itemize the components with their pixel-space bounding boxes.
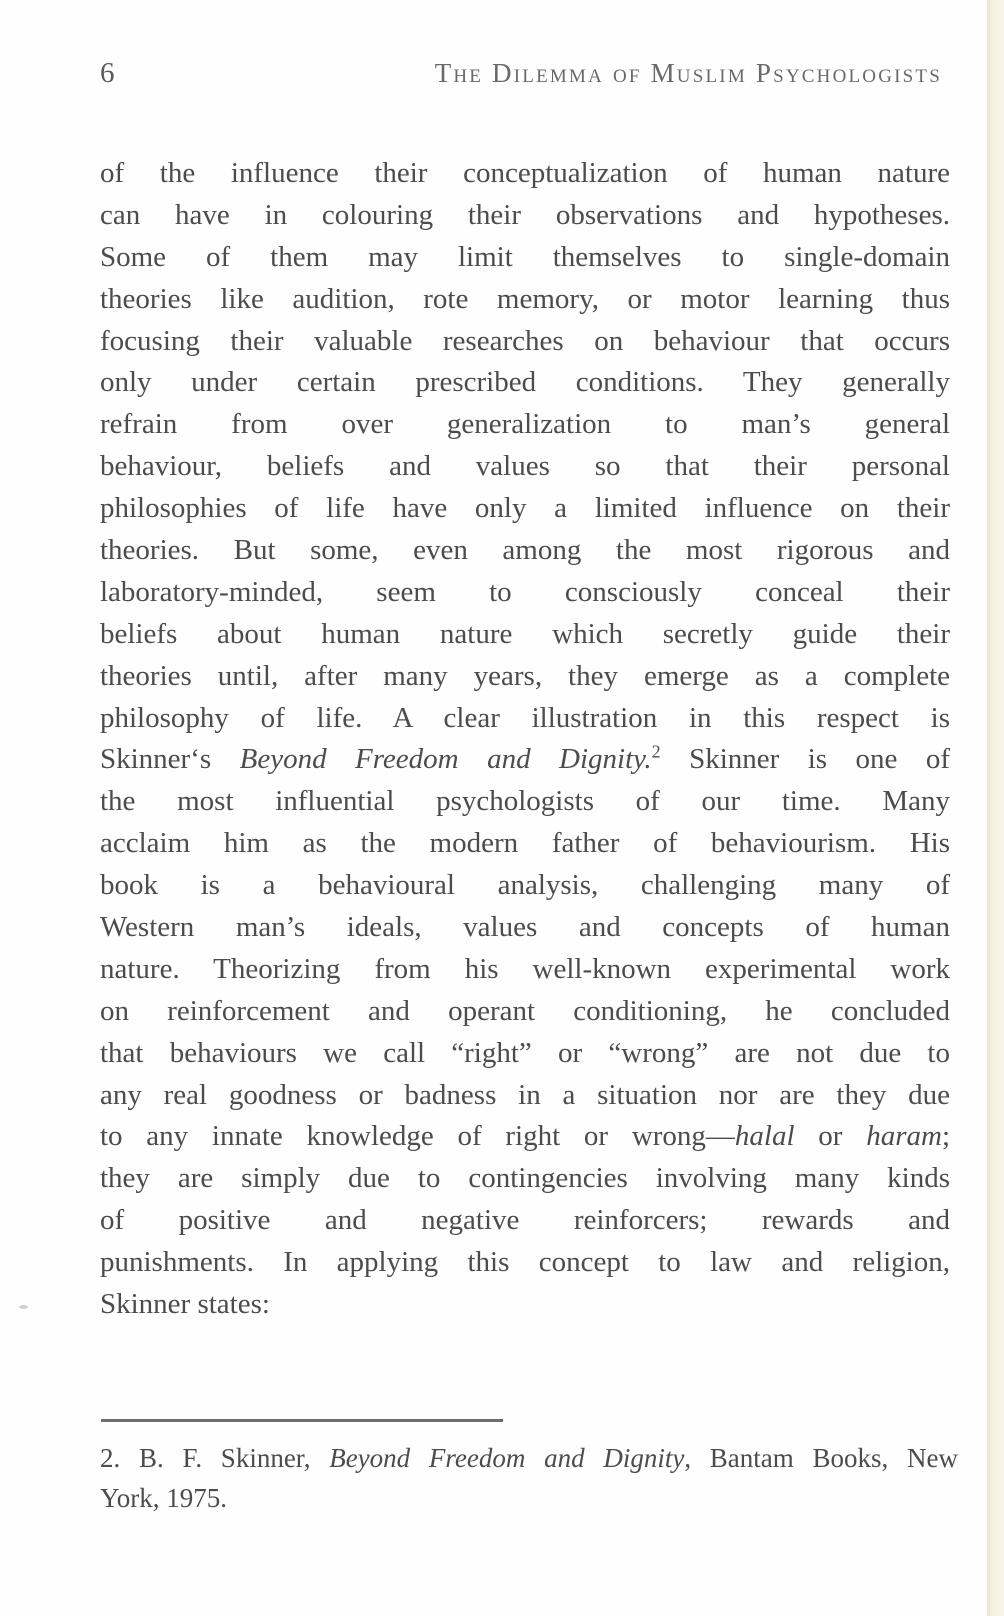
body-line: philosophy of life. A clear illustration in this respect is — [100, 701, 950, 734]
body-line: of the influence their conceptualization of human nature — [100, 157, 950, 189]
running-title: The Dilemma of Muslim Psychologists — [434, 58, 942, 88]
body-line: refrain from over generalization to man’s general — [100, 408, 950, 441]
page-header — [100, 57, 950, 90]
body-line: to any innate knowledge of right or wrong—halal or haram; — [100, 1120, 950, 1153]
body-line: theories until, after many years, they emerge as a complete — [100, 659, 950, 692]
body-line: beliefs about human nature which secretly guide their — [100, 617, 950, 650]
body-line: philosophies of life have only a limited influence on their — [100, 492, 950, 525]
body-line: acclaim him as the modern father of behaviourism. His — [100, 827, 950, 860]
footnote-line: York, 1975. — [100, 1483, 228, 1513]
body-line: Skinner‘s Beyond Freedom and Dignity.$^2$ Skinner is one of — [100, 741, 950, 776]
page-number: 6 — [100, 57, 115, 89]
body-line: Skinner states: — [100, 1288, 270, 1321]
body-line: theories. But some, even among the most rigorous and — [100, 534, 950, 567]
body-line: that behaviours we call “right” or “wrong” are not due to — [100, 1036, 950, 1069]
body-line: book is a behavioural analysis, challenging many of — [100, 869, 950, 902]
body-line: only under certain prescribed conditions. They generally — [100, 366, 950, 399]
body-line: Some of them may limit themselves to single-domain — [100, 240, 950, 273]
footnote-separator — [101, 1419, 503, 1422]
body-line: the most influential psychologists of our time. Many — [100, 785, 950, 818]
body-line: nature. Theorizing from his well-known experimental work — [100, 952, 950, 985]
page-edge-strip — [987, 0, 1004, 1616]
body-line: of positive and negative reinforcers; rewards and — [100, 1204, 950, 1237]
body-line: behaviour, beliefs and values so that their personal — [100, 450, 950, 483]
body-line: Western man’s ideals, values and concepts of human — [100, 911, 950, 944]
body-text — [100, 153, 950, 1326]
body-line: any real goodness or badness in a situation nor are they due — [100, 1078, 950, 1111]
body-line: on reinforcement and operant conditioning, he concluded — [100, 994, 950, 1027]
footnote — [100, 1438, 958, 1518]
body-line: theories like audition, rote memory, or motor learning thus — [100, 282, 950, 315]
body-line: punishments. In applying this concept to law and religion, — [100, 1246, 950, 1279]
body-line: can have in colouring their observations and hypotheses. — [100, 198, 950, 231]
body-line: focusing their valuable researches on behaviour that occurs — [100, 324, 950, 357]
footnote-line: 2. B. F. Skinner, Beyond Freedom and Dignity, Bantam Books, New — [100, 1443, 958, 1473]
scan-artifact — [19, 1305, 28, 1309]
body-line: laboratory-minded, seem to consciously conceal their — [100, 575, 950, 608]
body-line: they are simply due to contingencies involving many kinds — [100, 1162, 950, 1195]
